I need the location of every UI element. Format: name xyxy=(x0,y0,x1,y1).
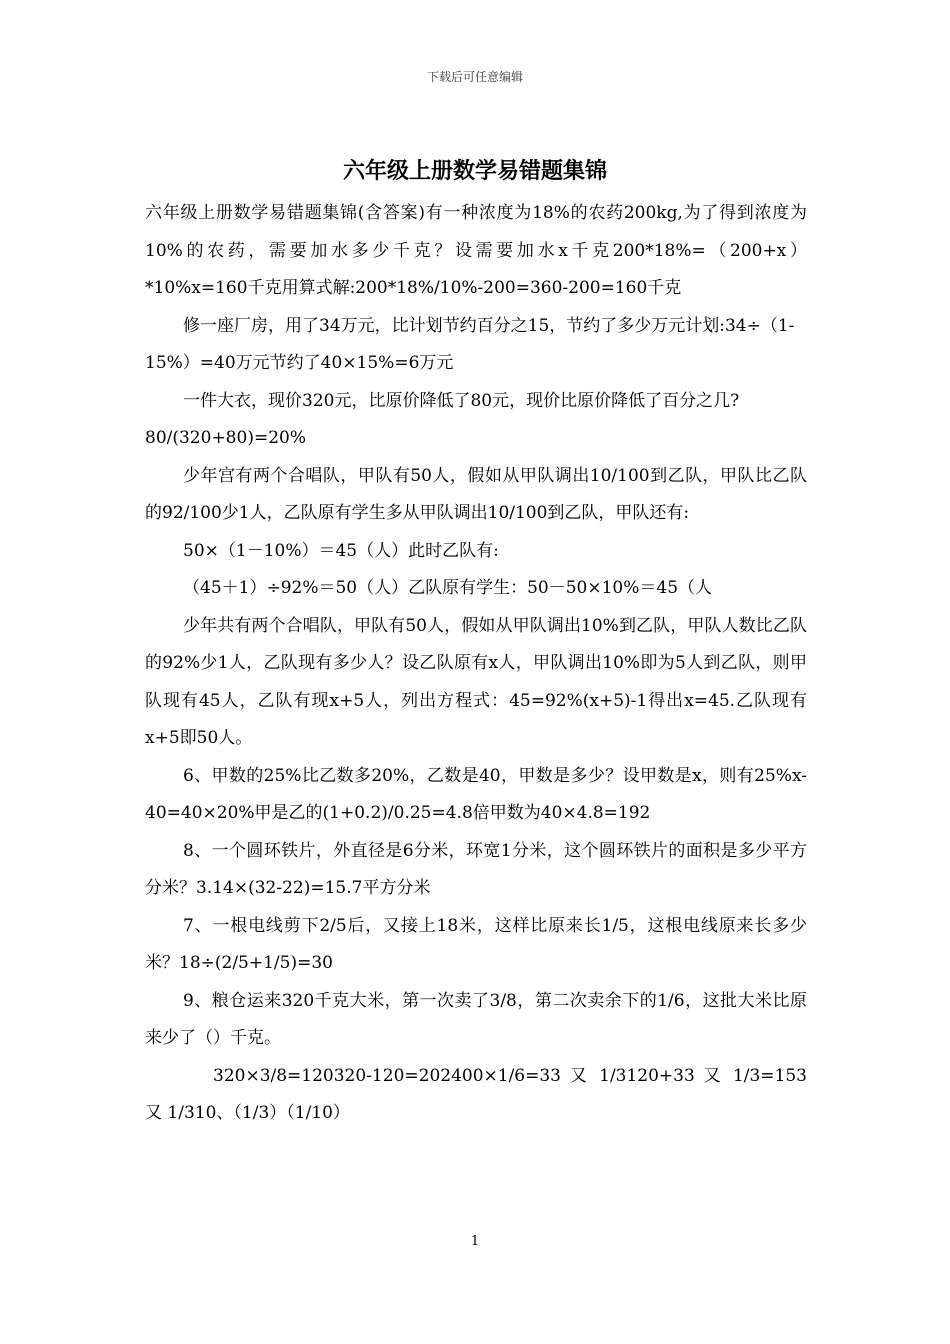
paragraph-question-9-solution: 320×3/8=120320-120=202400×1/6=33 又 1/3120+33 又 1/3=153 又 1/310、（1/3）（1/10） xyxy=(145,1065,807,1123)
document-body xyxy=(145,195,807,1133)
paragraph-coat-price: 一件大衣，现价320元，比原价降低了80元，现价比原价降低了百分之几?80/(320+80)=20% xyxy=(145,390,740,448)
document-title: 六年级上册数学易错题集锦 xyxy=(342,158,607,184)
page-number: 1 xyxy=(470,1234,480,1249)
paragraph-choir-equation: 少年共有两个合唱队，甲队有50人，假如从甲队调出10%到乙队，甲队人数比乙队的92%少1人，乙队现有多少人？设乙队原有x人，甲队调出10%即为5人到乙队，则甲队现有45人，乙队有现x+5人，列出方程式：45=92%(x+5)-1得出x=45.乙队现有x+5即50人。 xyxy=(145,615,807,748)
paragraph-choir-problem: 少年宫有两个合唱队，甲队有50人，假如从甲队调出10/100到乙队，甲队比乙队的92/100少1人，乙队原有学生多从甲队调出10/100到乙队，甲队还有: xyxy=(145,465,807,523)
paragraph-question-7: 7、一根电线剪下2/5后，又接上18米，这样比原来长1/5，这根电线原来长多少米？18÷(2/5+1/5)=30 xyxy=(145,915,807,973)
paragraph-question-6: 6、甲数的25%比乙数多20%，乙数是40，甲数是多少？设甲数是x，则有25%x-40=40×20%甲是乙的(1+0.2)/0.25=4.8倍甲数为40×4.8=192 xyxy=(145,765,807,823)
paragraph-question-9: 9、粮仓运来320千克大米，第一次卖了3/8，第二次卖余下的1/6，这批大米比原来少了（）千克。 xyxy=(145,990,807,1048)
paragraph-question-8: 8、一个圆环铁片，外直径是6分米，环宽1分米，这个圆环铁片的面积是多少平方分米？3.14×(32-22)=15.7平方分米 xyxy=(145,840,807,898)
paragraph-choir-step-1: 50×（1－10%）＝45（人）此时乙队有: xyxy=(183,540,499,561)
paragraph-choir-step-2: （45＋1）÷92%＝50（人）乙队原有学生：50－50×10%＝45（人 xyxy=(183,578,713,598)
paragraph-pesticide-concentration: 六年级上册数学易错题集锦(含答案)有一种浓度为18%的农药200kg,为了得到浓度为10%的农药，需要加水多少千克？设需要加水x千克200*18%=（200+x）*10%x=160千克用算式解:200*18%/10%-200=360-200=160千克 xyxy=(145,203,807,298)
paragraph-factory-cost: 修一座厂房，用了34万元，比计划节约百分之15，节约了多少万元计划:34÷（1-15%）=40万元节约了40×15%=6万元 xyxy=(145,315,795,373)
header-note: 下载后可任意编辑 xyxy=(426,70,523,84)
